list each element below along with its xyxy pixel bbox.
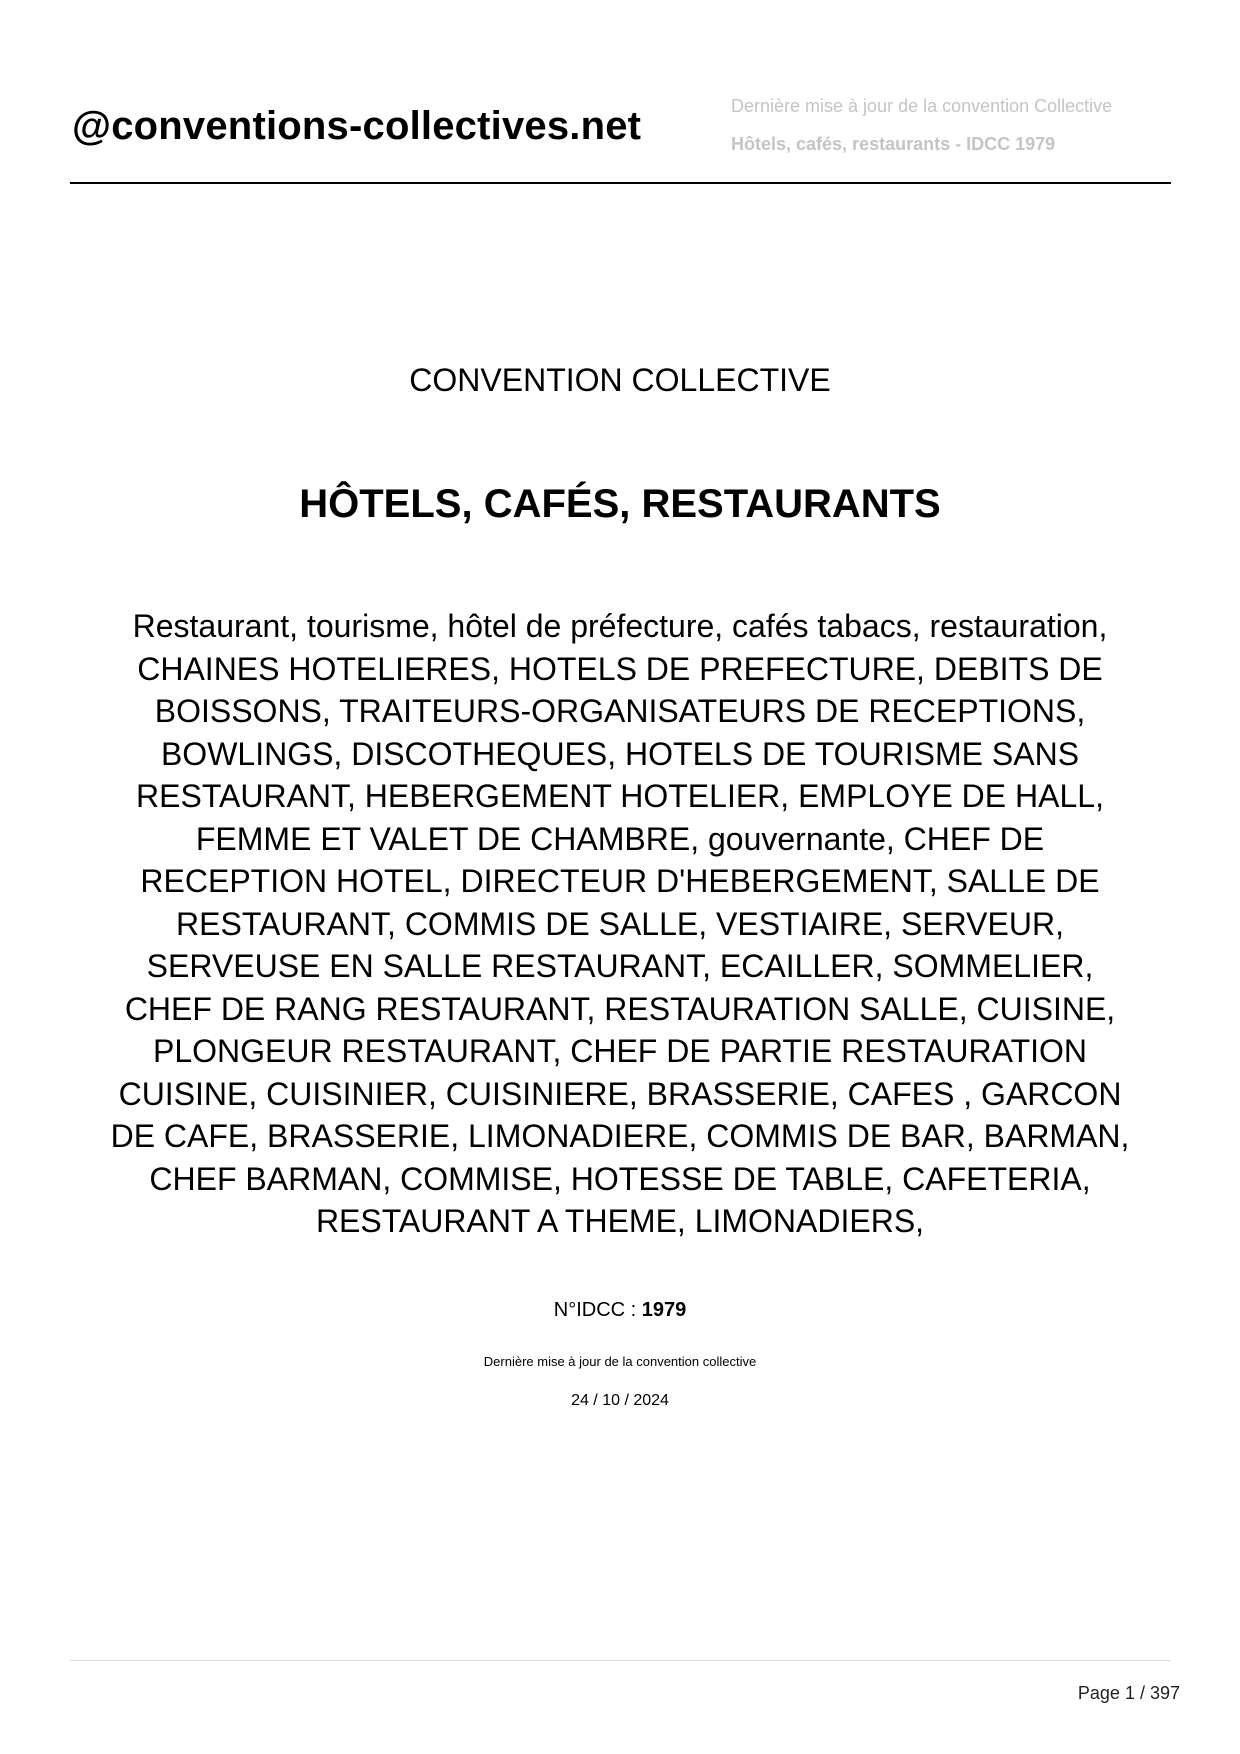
page-indicator: Page 1 / 397 xyxy=(1077,1683,1180,1703)
keywords-line: CHAINES HOTELIERES, HOTELS DE PREFECTURE, DEBITS DE xyxy=(137,650,1103,687)
idcc-line xyxy=(60,1298,1180,1322)
keywords-line: RECEPTION HOTEL, DIRECTEUR D'HEBERGEMENT, SALLE DE xyxy=(140,863,1100,899)
keywords-line: RESTAURANT A THEME, LIMONADIERS, xyxy=(315,1203,925,1239)
header-divider xyxy=(70,182,1171,184)
update-date: 24 / 10 / 2024 xyxy=(571,1392,669,1409)
footer-divider xyxy=(70,1660,1171,1661)
keywords-line: PLONGEUR RESTAURANT, CHEF DE PARTIE RESTAURATION xyxy=(152,1033,1088,1069)
keywords-line: BOISSONS, TRAITEURS-ORGANISATEURS DE RECEPTIONS, xyxy=(154,693,1086,729)
idcc-label: N°IDCC : xyxy=(553,1299,642,1321)
keywords-line: FEMME ET VALET DE CHAMBRE, gouvernante, CHEF DE xyxy=(195,820,1045,857)
keywords-line: BOWLINGS, DISCOTHEQUES, HOTELS DE TOURISME SANS xyxy=(160,735,1080,772)
keywords-line: RESTAURANT, COMMIS DE SALLE, VESTIAIRE, SERVEUR, xyxy=(176,905,1064,942)
document-type: CONVENTION COLLECTIVE xyxy=(409,362,831,398)
header-meta xyxy=(731,96,1112,154)
keywords-line: RESTAURANT, HEBERGEMENT HOTELIER, EMPLOYE DE HALL, xyxy=(136,778,1104,814)
document-title: HÔTELS, CAFÉS, RESTAURANTS xyxy=(299,482,941,526)
update-label: Dernière mise à jour de la convention collective xyxy=(483,1354,757,1369)
header-meta-update-label: Dernière mise à jour de la convention Collective xyxy=(731,96,1113,116)
keywords-line: CHEF DE RANG RESTAURANT, RESTAURATION SALLE, CUISINE, xyxy=(124,990,1116,1027)
keywords-line: CUISINE, CUISINIER, CUISINIERE, BRASSERIE, CAFES , GARCON xyxy=(118,1075,1122,1112)
keywords-line: SERVEUSE EN SALLE RESTAURANT, ECAILLER, SOMMELIER, xyxy=(146,948,1094,984)
keywords-line: CHEF BARMAN, COMMISE, HOTESSE DE TABLE, CAFETERIA, xyxy=(149,1160,1091,1197)
header-meta-convention-title: Hôtels, cafés, restaurants - IDCC 1979 xyxy=(731,134,1056,154)
keywords-line: DE CAFE, BRASSERIE, LIMONADIERE, COMMIS DE BAR, BARMAN, xyxy=(110,1118,1130,1154)
keywords-line: Restaurant, tourisme, hôtel de préfecture, cafés tabacs, restauration, xyxy=(132,608,1108,644)
keywords-block xyxy=(60,605,1180,1243)
site-name: @conventions-collectives.net xyxy=(72,104,642,148)
idcc-number: 1979 xyxy=(641,1299,687,1321)
